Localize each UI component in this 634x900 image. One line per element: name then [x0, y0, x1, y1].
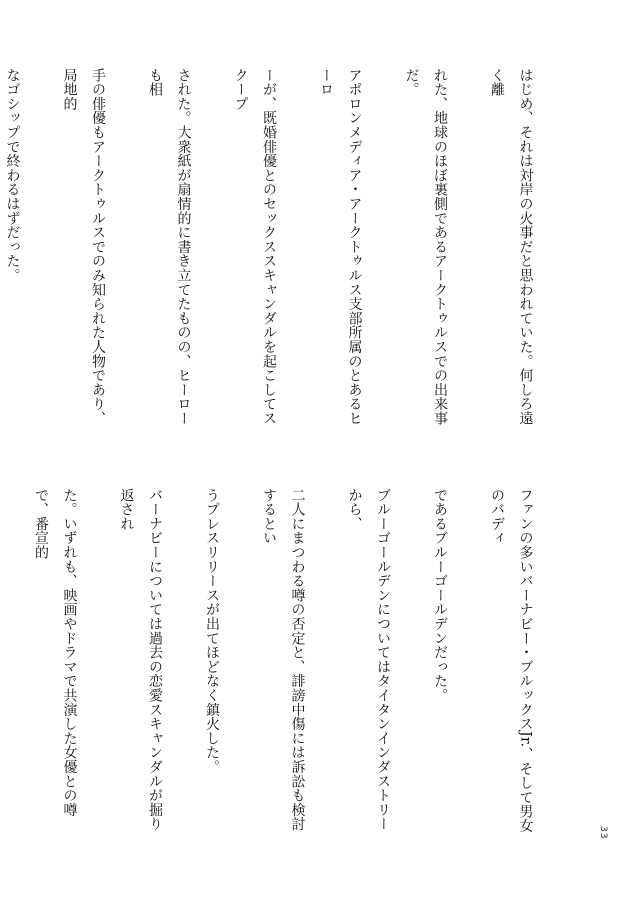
text-line: れた、地球のほぼ裏側であるアークトゥルスでの出来事だ。 — [403, 68, 448, 426]
text-line: なゴシップで終わるはずだった。 — [4, 68, 21, 283]
text-line: た。いずれも、映画やドラマで共演した女優との噂で、番宣的 — [33, 488, 78, 817]
text-line: 手の俳優もアークトゥルスでのみ知られた人物であり、局地的 — [61, 68, 106, 426]
lower-text-block — [33, 488, 568, 844]
text-line: 二人にまつわる噂の否定と、誹謗中傷には訴訟も検討するとい — [261, 488, 306, 832]
text-line: うプレスリリースが出てほどなく鎮火した。 — [204, 488, 220, 774]
text-line: された。大衆紙が扇情的に書き立てたものの、ヒーローも相 — [147, 68, 192, 426]
text-line: アポロンメディア・アークトゥルス支部所属のとあるヒーロ — [318, 68, 363, 426]
page-number: 33 — [598, 826, 608, 840]
text-line: ーが、既婚俳優とのセックススキャンダルを起こしてスクープ — [232, 68, 277, 426]
upper-text-block — [4, 68, 568, 428]
text-line: ブルーゴールデンについてはタイタンインダストリーから、 — [346, 488, 391, 832]
text-line: はじめ、それは対岸の火事だと思われていた。何しろ遠く離 — [489, 68, 534, 426]
text-line: バーナビーについては過去の恋愛スキャンダルが掘り返され — [118, 488, 163, 832]
text-line: であるブルーゴールデンだった。 — [432, 488, 448, 703]
text-line: ファンの多いバーナビー・ブルックスJr.、そして男女のバディ — [489, 488, 534, 834]
